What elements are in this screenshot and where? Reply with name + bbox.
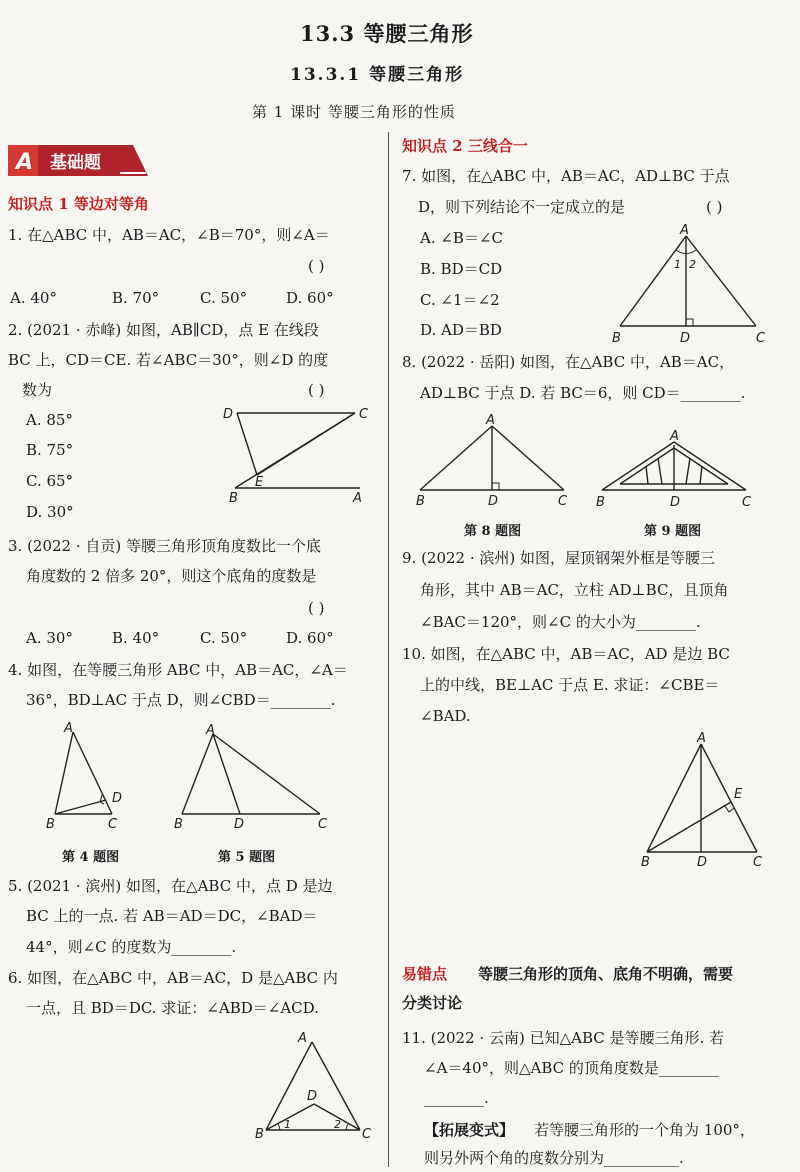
q5-stem-line1: 5. (2021 · 滨州) 如图，在△ABC 中，点 D 是边 xyxy=(8,877,333,895)
q2-stem-line3: 数为 xyxy=(22,381,53,399)
q8-stem-line1: 8. (2022 · 岳阳) 如图，在△ABC 中，AB＝AC， xyxy=(402,353,735,371)
q3-option-b: B. 40° xyxy=(112,629,160,647)
q9-figure xyxy=(596,428,756,512)
q10-label-b: B xyxy=(641,855,650,868)
q7-label-d: D xyxy=(680,331,691,346)
q2-label-a: A xyxy=(353,491,362,506)
error-prone-line1: 等腰三角形的顶角、底角不明确，需要 xyxy=(478,965,734,983)
q4-caption: 第 4 题图 xyxy=(62,850,120,865)
q8-caption: 第 8 题图 xyxy=(464,524,522,539)
q6-label-1: 1 xyxy=(284,1118,291,1131)
extension-tag: 【拓展变式】 xyxy=(424,1121,515,1139)
q4-label-a: A xyxy=(64,722,73,736)
q11-stem-line3: ________. xyxy=(424,1089,489,1107)
q2-label-c: C xyxy=(359,407,369,422)
q4-stem-line1: 4. 如图，在等腰三角形 ABC 中，AB＝AC，∠A＝ xyxy=(8,661,348,679)
q9-stem-line3: ∠BAC＝120°，则∠C 的大小为________. xyxy=(420,613,701,631)
q6-figure xyxy=(250,1028,380,1148)
banner-text: 基础题 xyxy=(50,153,101,173)
q6-label-b: B xyxy=(255,1127,264,1142)
q1-answer-paren: ( ) xyxy=(308,257,325,275)
error-prone-tag: 易错点 xyxy=(402,965,448,983)
q3-answer-paren: ( ) xyxy=(308,599,325,617)
q6-stem-line1: 6. 如图，在△ABC 中，AB＝AC，D 是△ABC 内 xyxy=(8,969,338,987)
q9-stem-line2: 角形，其中 AB＝AC，立柱 AD⊥BC，且顶角 xyxy=(420,581,729,599)
q3-stem-line1: 3. (2022 · 自贡) 等腰三角形顶角度数比一个底 xyxy=(8,537,322,555)
q8-label-c: C xyxy=(558,494,568,509)
q9-label-a: A xyxy=(670,429,679,444)
q8-stem-line2: AD⊥BC 于点 D. 若 BC＝6，则 CD＝________. xyxy=(420,384,746,402)
q10-label-e: E xyxy=(734,787,743,802)
q9-stem-line1: 9. (2022 · 滨州) 如图，屋顶钢架外框是等腰三 xyxy=(402,549,716,567)
q7-option-b: B. BD＝CD xyxy=(420,260,503,278)
q9-label-c: C xyxy=(742,495,752,510)
q9-label-b: B xyxy=(596,495,605,510)
q10-stem-line1: 10. 如图，在△ABC 中，AB＝AC，AD 是边 BC xyxy=(402,645,730,663)
q1-option-b: B. 70° xyxy=(112,289,160,307)
q3-option-a: A. 30° xyxy=(26,629,73,647)
q8-label-b: B xyxy=(416,494,425,509)
q2-answer-paren: ( ) xyxy=(308,381,325,399)
q9-label-d: D xyxy=(670,495,681,510)
column-divider xyxy=(388,132,389,1167)
q5-label-d: D xyxy=(234,817,245,832)
q7-stem-line2: D，则下列结论不一定成立的是 xyxy=(418,198,626,216)
q7-option-a: A. ∠B＝∠C xyxy=(420,229,504,247)
q7-label-2: 2 xyxy=(689,258,696,271)
q5-label-c: C xyxy=(318,817,328,832)
extension-line2: 则另外两个角的度数分别为__________. xyxy=(424,1149,684,1167)
q7-label-b: B xyxy=(612,331,621,346)
q10-stem-line2: 上的中线，BE⊥AC 于点 E. 求证：∠CBE＝ xyxy=(420,676,720,694)
q7-option-c: C. ∠1＝∠2 xyxy=(420,291,500,309)
q8-label-a: A xyxy=(486,413,495,428)
knowledge-point-1: 知识点 1 等边对等角 xyxy=(8,195,149,213)
q7-label-a: A xyxy=(680,223,689,238)
subsection-title: 13.3.1 等腰三角形 xyxy=(290,65,465,85)
q2-stem-line2: BC 上，CD＝CE. 若∠ABC＝30°，则∠D 的度 xyxy=(8,351,329,369)
q6-label-a: A xyxy=(298,1031,307,1046)
q7-option-d: D. AD＝BD xyxy=(420,321,502,339)
q7-label-c: C xyxy=(756,331,766,346)
q7-figure xyxy=(610,222,775,350)
q10-figure xyxy=(635,728,775,868)
q1-option-c: C. 50° xyxy=(200,289,248,307)
q8-figure xyxy=(412,412,577,512)
q4-figure xyxy=(40,722,135,832)
q5-figure xyxy=(168,722,338,832)
q2-label-b: B xyxy=(229,491,238,506)
q10-label-d: D xyxy=(697,855,708,868)
q6-label-2: 2 xyxy=(334,1118,341,1131)
q5-stem-line2: BC 上的一点. 若 AB＝AD＝DC，∠BAD＝ xyxy=(26,907,318,925)
q2-figure xyxy=(215,398,380,508)
q4-label-c: C xyxy=(108,817,118,832)
q2-label-d: D xyxy=(223,407,234,422)
error-prone-line2: 分类讨论 xyxy=(402,994,463,1012)
q7-answer-paren: ( ) xyxy=(706,198,723,216)
q9-caption: 第 9 题图 xyxy=(644,524,702,539)
q2-option-b: B. 75° xyxy=(26,441,74,459)
q1-stem: 1. 在△ABC 中，AB＝AC，∠B＝70°，则∠A＝ xyxy=(8,226,330,244)
q6-stem-line2: 一点，且 BD＝DC. 求证：∠ABD＝∠ACD. xyxy=(26,999,319,1017)
knowledge-point-2: 知识点 2 三线合一 xyxy=(402,137,528,155)
q4-stem-line2: 36°，BD⊥AC 于点 D，则∠CBD＝________. xyxy=(26,691,336,709)
q11-stem-line2: ∠A＝40°，则△ABC 的顶角度数是________ xyxy=(424,1059,719,1077)
q2-stem-line1: 2. (2021 · 赤峰) 如图，AB∥CD，点 E 在线段 xyxy=(8,321,319,339)
q2-option-a: A. 85° xyxy=(26,411,73,429)
q3-stem-line2: 角度数的 2 倍多 20°，则这个底角的度数是 xyxy=(26,567,317,585)
q6-label-c: C xyxy=(362,1127,372,1142)
lesson-title: 第 1 课时 等腰三角形的性质 xyxy=(252,103,456,121)
q3-option-d: D. 60° xyxy=(286,629,334,647)
q2-option-d: D. 30° xyxy=(26,503,74,521)
q2-option-c: C. 65° xyxy=(26,472,74,490)
q8-label-d: D xyxy=(488,494,499,509)
banner-letter: A xyxy=(16,150,34,175)
q1-option-d: D. 60° xyxy=(286,289,334,307)
q5-stem-line3: 44°，则∠C 的度数为________. xyxy=(26,938,237,956)
q3-option-c: C. 50° xyxy=(200,629,248,647)
section-title: 13.3 等腰三角形 xyxy=(300,21,474,46)
q1-option-a: A. 40° xyxy=(10,289,57,307)
q7-stem-line1: 7. 如图，在△ABC 中，AB＝AC，AD⊥BC 于点 xyxy=(402,167,730,185)
q10-label-c: C xyxy=(753,855,763,868)
q7-label-1: 1 xyxy=(674,258,681,271)
q4-label-d: D xyxy=(112,791,123,806)
q5-label-a: A xyxy=(206,723,215,738)
extension-line1: 若等腰三角形的一个角为 100°， xyxy=(534,1121,755,1139)
q11-stem-line1: 11. (2022 · 云南) 已知△ABC 是等腰三角形. 若 xyxy=(402,1029,725,1047)
q10-stem-line3: ∠BAD. xyxy=(420,707,471,725)
q5-label-b: B xyxy=(174,817,183,832)
q2-label-e: E xyxy=(255,475,264,490)
q10-label-a: A xyxy=(697,731,706,746)
q5-caption: 第 5 题图 xyxy=(218,850,276,865)
basic-banner xyxy=(8,143,148,178)
q4-label-b: B xyxy=(46,817,55,832)
q6-label-d: D xyxy=(307,1089,318,1104)
